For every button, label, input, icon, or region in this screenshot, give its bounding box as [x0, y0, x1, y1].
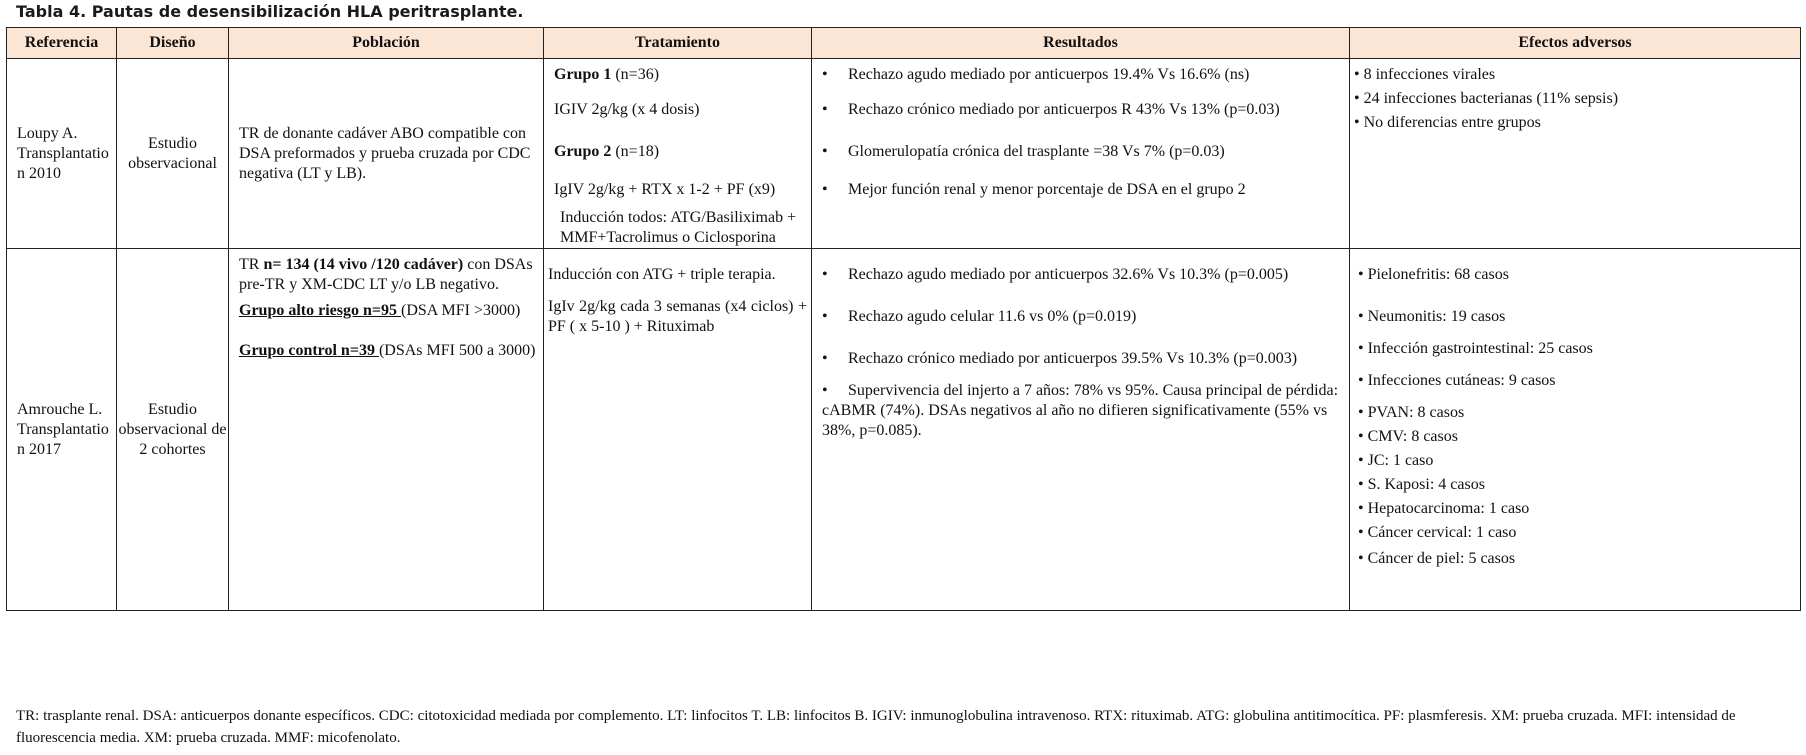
header-tratamiento: Tratamiento — [544, 28, 812, 59]
adverse-item: • Cáncer cervical: 1 caso — [1358, 524, 1517, 541]
cell-tratamiento — [544, 59, 812, 249]
group1-n: (n=36) — [611, 66, 660, 83]
group1-label: Grupo 1 — [554, 66, 612, 83]
adverse-item: • No diferencias entre grupos — [1354, 114, 1541, 131]
cell-efectos — [1350, 59, 1801, 249]
cell-resultados — [812, 59, 1350, 249]
cell-referencia: Loupy A. Transplantatio n 2010 — [7, 59, 117, 249]
result-item: • Rechazo agudo mediado por anticuerpos 19.4% Vs 16.6% (ns) — [822, 65, 1343, 85]
result-item: • Rechazo crónico mediado por anticuerpos 39.5% Vs 10.3% (p=0.003) — [822, 349, 1343, 369]
adverse-item: • Infecciones cutáneas: 9 casos — [1358, 372, 1556, 389]
result-item: • Rechazo crónico mediado por anticuerpos R 43% Vs 13% (p=0.03) — [822, 100, 1343, 120]
header-row — [7, 28, 1801, 59]
table-row — [7, 59, 1801, 249]
adverse-item: • Infección gastrointestinal: 25 casos — [1358, 340, 1593, 357]
adverse-item: • 24 infecciones bacterianas (11% sepsis) — [1354, 90, 1619, 107]
adverse-item: • JC: 1 caso — [1358, 452, 1434, 469]
header-poblacion: Población — [229, 28, 544, 59]
adverse-item: • Pielonefritis: 68 casos — [1358, 266, 1509, 283]
adverse-item: • CMV: 8 casos — [1358, 428, 1458, 445]
table-caption: Tabla 4. Pautas de desensibilización HLA peritrasplante. — [16, 2, 524, 21]
table-footnote: TR: trasplante renal. DSA: anticuerpos donante específicos. CDC: citotoxicidad mediada por complemento. LT: linfocitos T. LB: linfocitos B. IGIV: inmunoglobulina intravenoso. RTX: rituximab. ATG: globulina antitimocítica. PF: plasmferesis. XM: prueba cruzada. MFI: intensidad de fluorescencia media. XM: prueba cruzada. MMF: micofenolato. — [16, 708, 1736, 746]
cell-diseno: Estudio observacional de 2 cohortes — [117, 249, 229, 611]
group2-label: Grupo 2 — [554, 143, 612, 160]
cell-resultados — [812, 249, 1350, 611]
header-diseno: Diseño — [117, 28, 229, 59]
result-item: • Rechazo agudo mediado por anticuerpos 32.6% Vs 10.3% (p=0.005) — [822, 265, 1343, 285]
group2-text: IgIV 2g/kg + RTX x 1-2 + PF (x9) — [554, 181, 776, 198]
adverse-item: • Hepatocarcinoma: 1 caso — [1358, 500, 1530, 517]
induction-text: Inducción todos: ATG/Basiliximab + MMF+Tacrolimus o Ciclosporina — [560, 209, 797, 246]
control-group-label: Grupo control n=39 — [239, 342, 379, 359]
treatment-induction: Inducción con ATG + triple terapia. — [548, 266, 776, 283]
cell-diseno: Estudio observacional — [117, 59, 229, 249]
adverse-item: • PVAN: 8 casos — [1358, 404, 1465, 421]
control-group-text: (DSAs MFI 500 a 3000) — [378, 342, 536, 359]
population-n: n= 134 (14 vivo /120 cadáver) — [263, 256, 464, 273]
adverse-item: • 8 infecciones virales — [1354, 66, 1496, 83]
cell-poblacion: TR de donante cadáver ABO compatible con DSA preformados y prueba cruzada por CDC negativa (LT y LB). — [229, 59, 544, 249]
cell-poblacion — [229, 249, 544, 611]
high-risk-group-text: (DSA MFI >3000) — [401, 302, 521, 319]
result-item: • Supervivencia del injerto a 7 años: 78% vs 95%. Causa principal de pérdida: cABMR (74%). DSAs negativos al año no difieren significativamente (55% vs 38%, p=0.085). — [822, 381, 1343, 441]
header-referencia: Referencia — [7, 28, 117, 59]
high-risk-group-label: Grupo alto riesgo n=95 — [239, 302, 402, 319]
header-resultados: Resultados — [812, 28, 1350, 59]
header-efectos: Efectos adversos — [1350, 28, 1801, 59]
desensitization-table — [6, 27, 1801, 611]
cell-referencia: Amrouche L. Transplantatio n 2017 — [7, 249, 117, 611]
treatment-regimen: IgIv 2g/kg cada 3 semanas (x4 ciclos) + PF ( x 5-10 ) + Rituximab — [548, 298, 807, 335]
cell-efectos — [1350, 249, 1801, 611]
result-item: • Mejor función renal y menor porcentaje de DSA en el grupo 2 — [822, 180, 1343, 200]
table-row — [7, 249, 1801, 611]
adverse-item: • Cáncer de piel: 5 casos — [1358, 550, 1516, 567]
population-prefix: TR — [239, 256, 264, 273]
result-item: • Glomerulopatía crónica del trasplante =38 Vs 7% (p=0.03) — [822, 142, 1343, 162]
cell-tratamiento — [544, 249, 812, 611]
adverse-item: • Neumonitis: 19 casos — [1358, 308, 1506, 325]
group2-n: (n=18) — [611, 143, 660, 160]
adverse-item: • S. Kaposi: 4 casos — [1358, 476, 1485, 493]
group1-text: IGIV 2g/kg (x 4 dosis) — [554, 101, 700, 118]
result-item: • Rechazo agudo celular 11.6 vs 0% (p=0.019) — [822, 307, 1343, 327]
population-desc: con DSAs pre-TR y XM-CDC LT y/o LB negativo. — [239, 256, 533, 293]
